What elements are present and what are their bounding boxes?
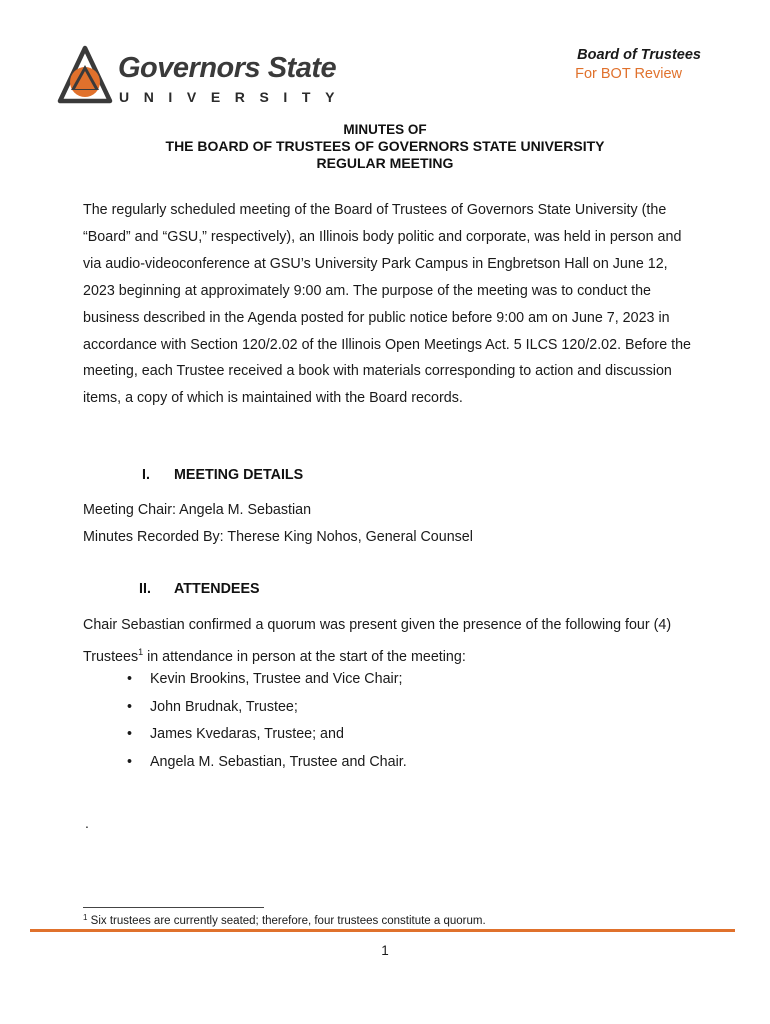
bullet-icon: • — [127, 698, 133, 715]
footnote-number: 1 — [83, 913, 88, 922]
title-line-1: MINUTES OF — [343, 122, 427, 137]
list-item — [127, 749, 407, 777]
trustee-name: Kevin Brookins, Trustee and Vice Chair; — [150, 671, 403, 687]
university-logo — [55, 44, 350, 108]
quorum-paragraph — [83, 612, 693, 671]
footer-divider — [30, 929, 735, 932]
trustee-name: John Brudnak, Trustee; — [150, 698, 298, 715]
quorum-text-end: in attendance in person at the start of the meeting: — [143, 649, 466, 665]
section-number: II. — [139, 581, 151, 597]
triangle-logo-icon — [55, 44, 115, 108]
logo-wordmark: Governors State — [118, 52, 337, 84]
board-of-trustees-label: Board of Trustees — [577, 47, 701, 63]
bot-review-label: For BOT Review — [575, 66, 682, 82]
title-line-3: REGULAR MEETING — [316, 155, 454, 171]
intro-paragraph: The regularly scheduled meeting of the Board of Trustees of Governors State University (the “Board” and “GSU,” respectively), an Illinois body politic and corporate, was held in person and via audio-videoconference at GSU’s University Park Campus in Engbretson Hall on June 12, 2023 beginning at approximately 9:00 am. The purpose of the meeting was to conduct the business described in the Agenda posted for public notice before 9:00 am on June 7, 2023 in accordance with Section 120/2.02 of the Illinois Open Meetings Act. 5 ILCS 120/2.02. Before the meeting, each Trustee received a book with materials corresponding to action and discussion items, a copy of which is maintained with the Board records. — [83, 202, 691, 407]
list-item — [127, 666, 407, 694]
trustee-name: Angela M. Sebastian, Trustee and Chair. — [150, 753, 407, 770]
footnote-reference[interactable]: 1 — [138, 647, 144, 657]
document-title — [0, 121, 770, 172]
section-title: MEETING DETAILS — [174, 467, 304, 483]
title-line-2: THE BOARD OF TRUSTEES OF GOVERNORS STATE UNIVERSITY — [165, 138, 605, 154]
bullet-icon: • — [127, 753, 133, 770]
bullet-icon: • — [127, 726, 133, 742]
quorum-text: Chair Sebastian confirmed a quorum was present given the presence of the following four (4) Trustees — [83, 617, 672, 665]
footnote-text: Six trustees are currently seated; therefore, four trustees constitute a quorum. — [87, 915, 486, 927]
trustee-name: James Kvedaras, Trustee; and — [150, 726, 344, 742]
stray-period: . — [85, 815, 89, 831]
bullet-icon: • — [127, 671, 133, 687]
page-number: 1 — [381, 943, 389, 958]
minutes-recorder: Minutes Recorded By: Therese King Nohos, General Counsel — [83, 529, 473, 545]
meeting-chair: Meeting Chair: Angela M. Sebastian — [83, 502, 312, 518]
section-title: ATTENDEES — [174, 581, 260, 597]
section-number: I. — [142, 467, 150, 483]
list-item — [127, 694, 407, 722]
trustee-list — [127, 666, 407, 776]
list-item — [127, 721, 407, 749]
logo-subtitle: UNIVERSITY — [119, 89, 350, 105]
footnote-divider — [83, 907, 264, 908]
footnote — [83, 913, 486, 927]
